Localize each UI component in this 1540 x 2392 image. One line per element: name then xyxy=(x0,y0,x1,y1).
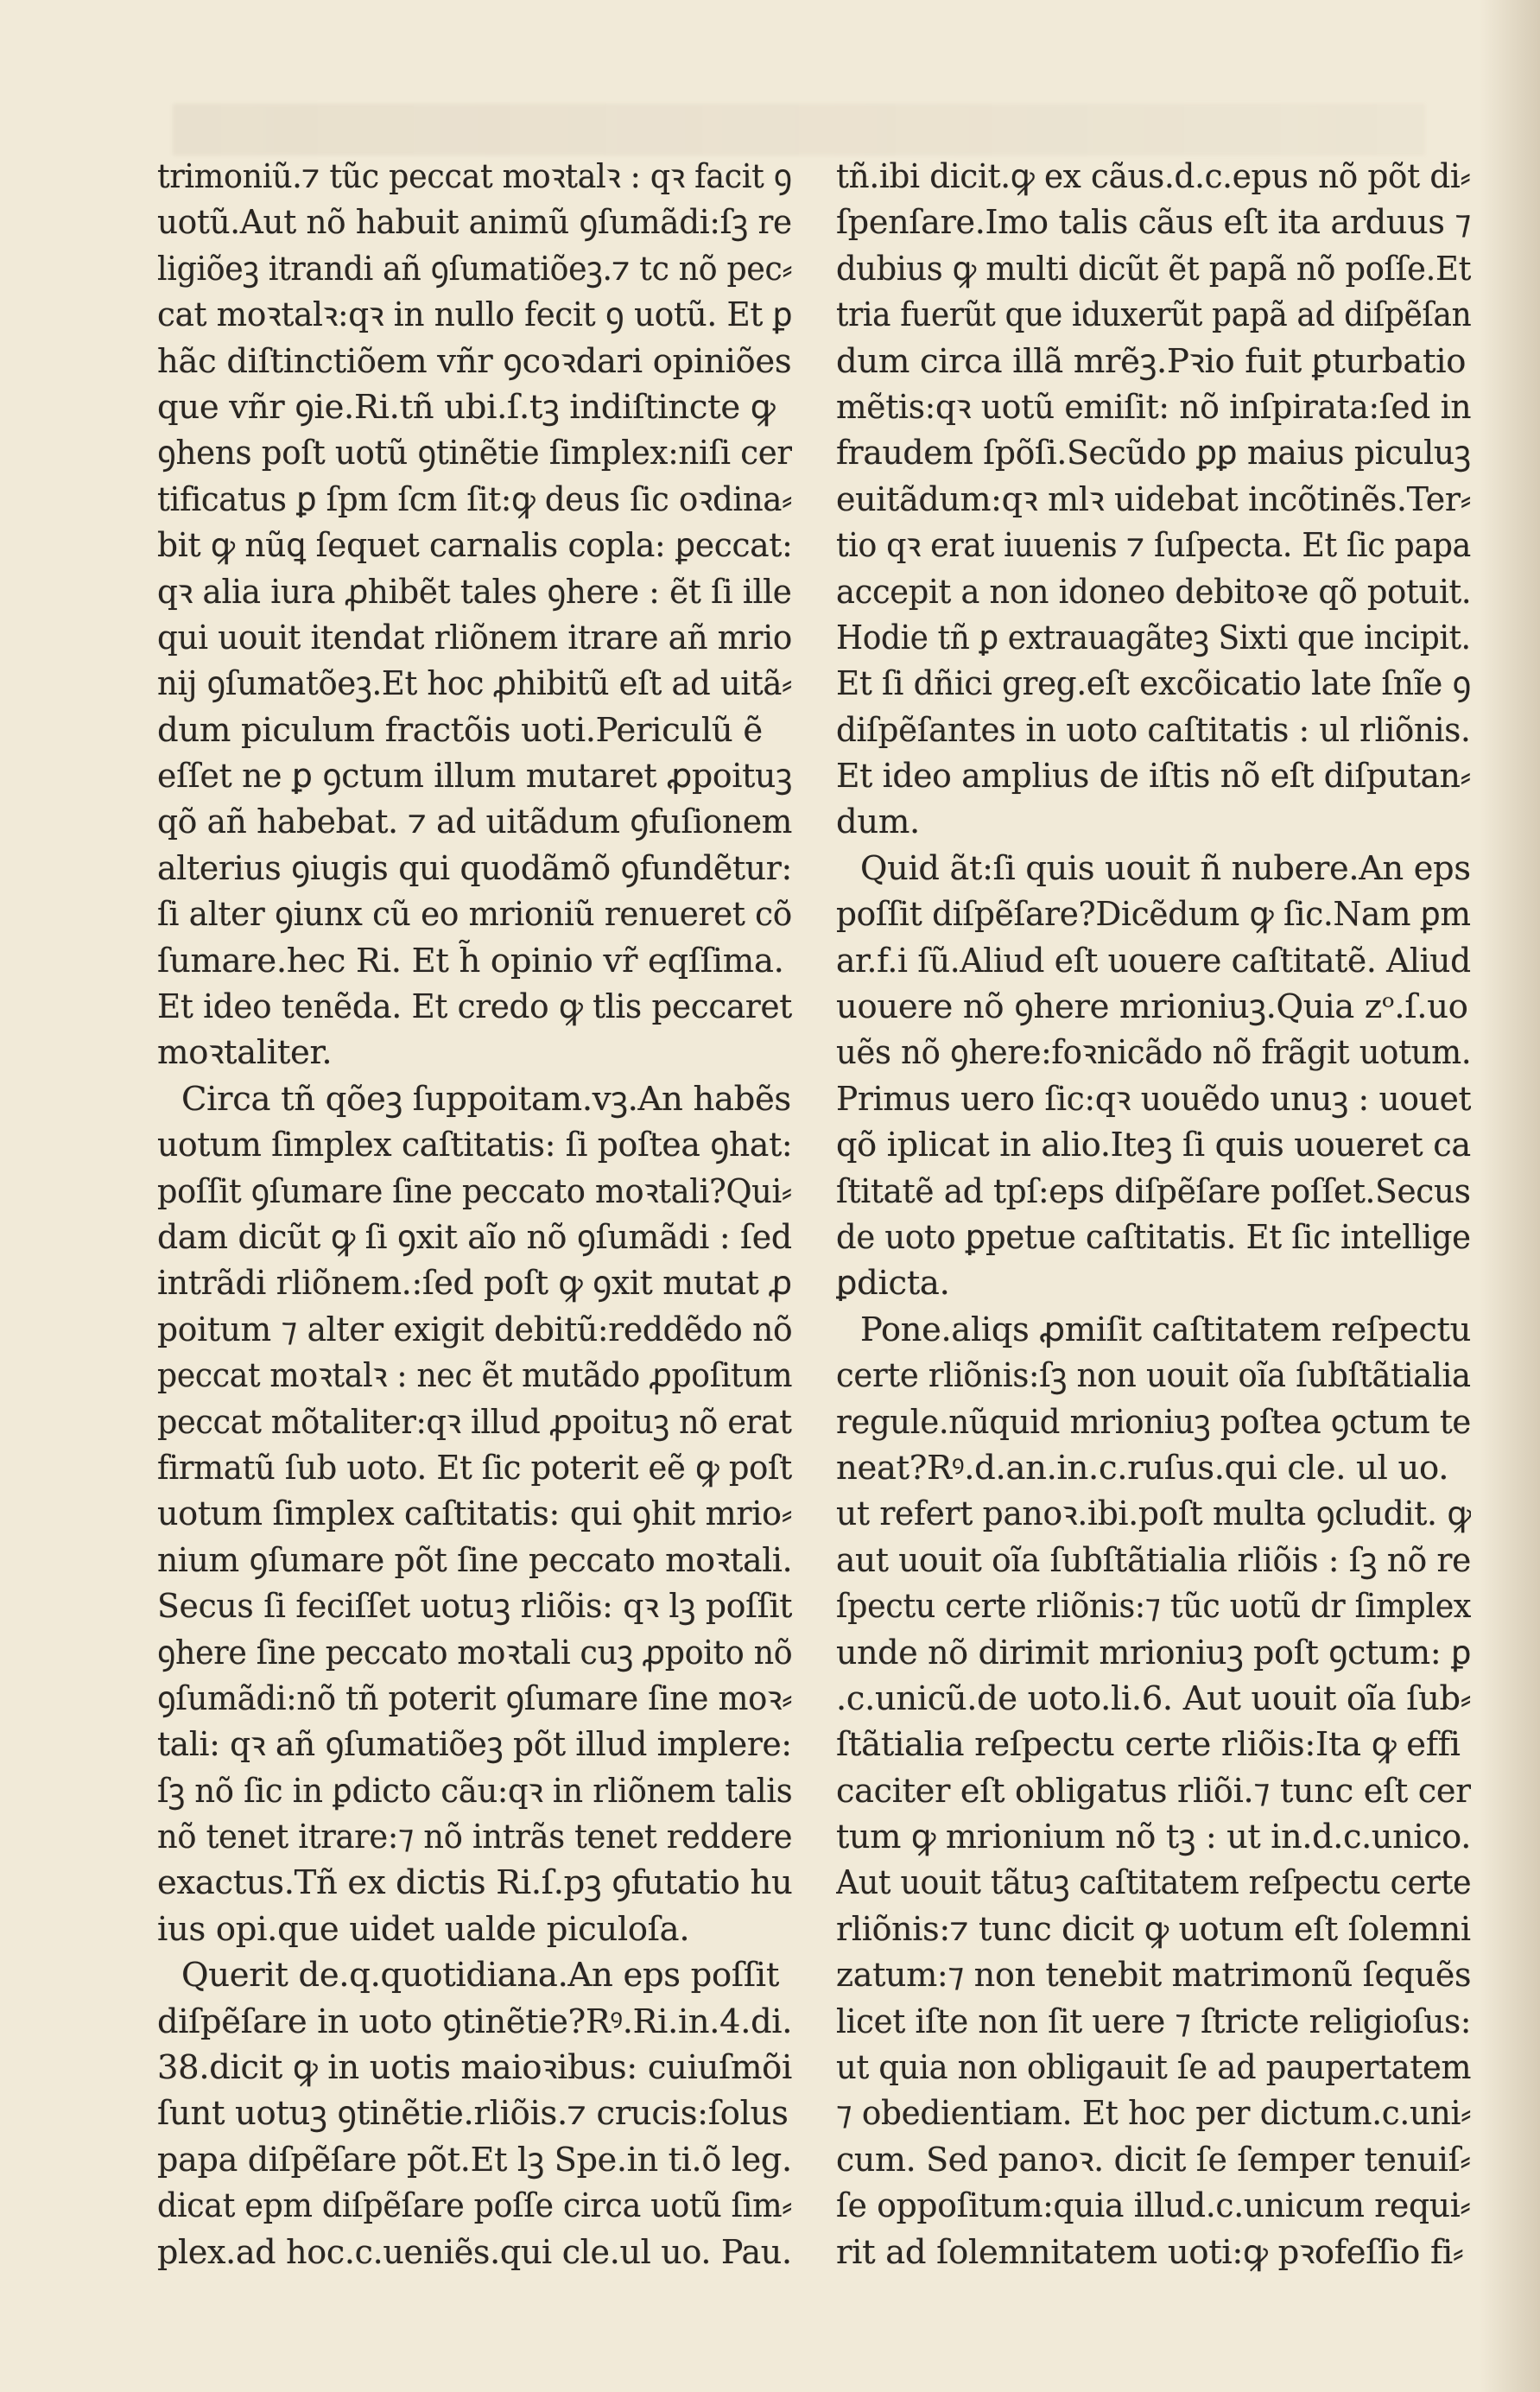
text-line: rliõnis:⁊ tunc dicit ꝙ uotum eſt ſolemni xyxy=(836,1909,1471,1949)
text-line: hãc diſtinctiõem vñr ꝯcoꝛdari opiniões xyxy=(157,341,792,381)
text-line: ſtitatẽ ad tpſ:eps diſpẽſare poſſet.Secus xyxy=(836,1171,1471,1211)
text-line: tali: qꝛ añ ꝯſumatiõeꝫ põt illud implere: xyxy=(157,1725,792,1765)
text-line: mẽtis:qꝛ uotũ emiſit: nõ inſpirata:ſed in xyxy=(836,387,1471,427)
text-line: ſpenſare.Imo talis cãus eſt ita arduus ⁊ xyxy=(836,203,1471,243)
text-line: rit ad ſolemnitatem uoti:ꝙ pꝛofeſſio fi⸗ xyxy=(836,2232,1464,2272)
text-line: tria fuerũt que iduxerũt papã ad diſpẽſan xyxy=(836,295,1471,335)
text-line: aut uouit oĩa ſubſtãtialia rliõis : ſꝫ nõ re xyxy=(836,1540,1471,1580)
text-line: Et ideo amplius de iſtis nõ eſt diſputan⸗ xyxy=(836,757,1471,796)
text-line: Hodie tñ ꝑ extrauagãteꝫ Sixti que incipit. xyxy=(836,618,1471,657)
text-line: ꝯhere ſine peccato moꝛtali cuꝫ ꝓpoito nõ xyxy=(157,1633,792,1672)
text-line: ar.f.i ſũ.Aliud eſt uouere caſtitatẽ. Aliud xyxy=(836,941,1471,980)
text-line: euitãdum:qꝛ mlꝛ uidebat incõtinẽs.Ter⸗ xyxy=(836,479,1471,519)
text-line: nõ tenet itrare:⁊ nõ intrãs tenet reddere xyxy=(157,1818,792,1857)
text-line: peccat moꝛtalꝛ : nec ẽt mutãdo ꝓpoſitum xyxy=(157,1356,792,1396)
text-line: eſſet ne ꝑ ꝯctum illum mutaret ꝓpoituꝫ xyxy=(157,757,792,796)
text-line: ſtãtialia reſpectu certe rliõis:Ita ꝙ effi xyxy=(836,1725,1461,1765)
text-line: qõ iplicat in alio.Iteꝫ ſi quis uoueret ca xyxy=(836,1126,1471,1165)
text-line: poſſit diſpẽſare?Dicẽdum ꝙ ſic.Nam ꝑm xyxy=(836,895,1471,935)
text-line: moꝛtaliter. xyxy=(157,1033,333,1073)
text-line: Secus ſi feciſſet uotuꝫ rliõis: qꝛ lꝫ poſſit xyxy=(157,1587,792,1627)
left-text-column xyxy=(157,154,792,2275)
text-line: uẽs nõ ꝯhere:foꝛnicãdo nõ frãgit uotum. xyxy=(836,1033,1471,1073)
text-line: dubius ꝙ multi dicũt ẽt papã nõ poſſe.Et xyxy=(836,249,1471,289)
text-line: tio qꝛ erat iuuenis ⁊ ſuſpecta. Et ſic papa xyxy=(836,526,1471,566)
text-line: regule.nũquid mrioniuꝫ poſtea ꝯctum te xyxy=(836,1402,1471,1442)
text-line: dum circa illã mrẽꝫ.Pꝛio fuit ꝑturbatio xyxy=(836,341,1467,381)
text-line: Aut uouit tãtuꝫ caſtitatem reſpectu certe xyxy=(836,1863,1471,1903)
text-line: de uoto ꝑpetue caſtitatis. Et ſic intellige xyxy=(836,1217,1471,1257)
text-line: ut refert panoꝛ.ibi.poſt multa ꝯcludit. ꝙ xyxy=(836,1494,1471,1534)
text-line: dam dicũt ꝙ ſi ꝯxit aĩo nõ ꝯſumãdi : ſed xyxy=(157,1217,792,1257)
text-line: dicat epm diſpẽſare poſſe circa uotũ ſim⸗ xyxy=(157,2186,792,2226)
text-line: nium ꝯſumare põt ſine peccato moꝛtali. xyxy=(157,1540,792,1580)
text-line: caciter eſt obligatus rliõi.⁊ tunc eſt cer xyxy=(836,1771,1471,1811)
text-line: bit ꝙ nũꝗ ſequet carnalis copla: ꝑeccat: xyxy=(157,526,792,566)
text-line: alterius ꝯiugis qui quodãmõ ꝯfundẽtur: xyxy=(157,848,792,888)
text-line: Et ideo tenẽda. Et credo ꝙ tlis peccaret xyxy=(157,987,792,1027)
text-line: ſꝫ nõ ſic in ꝑdicto cãu:qꝛ in rliõnem talis xyxy=(157,1771,792,1811)
text-line: accepit a non idoneo debitoꝛe qõ potuit. xyxy=(836,572,1471,612)
text-line: poſſit ꝯſumare ſine peccato moꝛtali?Qui⸗ xyxy=(157,1171,792,1211)
text-line: cat moꝛtalꝛ:qꝛ in nullo fecit ꝯ uotũ. Et ꝑ xyxy=(157,295,792,335)
text-line: peccat mõtaliter:qꝛ illud ꝓpoituꝫ nõ erat xyxy=(157,1402,792,1442)
text-line: dum piculum fractõis uoti.Periculũ ẽ xyxy=(157,710,763,750)
text-line: ius opi.que uidet ualde piculoſa. xyxy=(157,1909,690,1949)
text-line: ſi alter ꝯiunx cũ eo mrioniũ renueret cõ xyxy=(157,895,792,935)
text-line: papa diſpẽſare põt.Et lꝫ Spe.in ti.õ leg. xyxy=(157,2140,792,2179)
text-line: qõ añ habebat. ⁊ ad uitãdum ꝯfuſionem xyxy=(157,803,792,842)
text-line: qui uouit itendat rliõnem itrare añ mrio xyxy=(157,618,792,657)
text-line: trimoniũ.⁊ tũc peccat moꝛtalꝛ : qꝛ facit ꝯ xyxy=(157,157,792,196)
text-line: uotum ſimplex caſtitatis: ſi poſtea ꝯhat: xyxy=(157,1126,792,1165)
text-line: intrãdi rliõnem.:ſed poſt ꝙ ꝯxit mutat ꝓ xyxy=(157,1264,792,1304)
text-line: .c.unicũ.de uoto.li.6. Aut uouit oĩa ſub⸗ xyxy=(836,1678,1471,1718)
text-line: tñ.ibi dicit.ꝙ ex cãus.d.c.epus nõ põt di⸗ xyxy=(836,157,1471,196)
text-line: exactus.Tñ ex dictis Ri.ſ.pꝫ ꝯfutatio hu xyxy=(157,1863,792,1903)
text-line: Circa tñ qõeꝫ ſuppoitam.vꝫ.An habẽs xyxy=(181,1079,791,1119)
text-line: que vñr ꝯie.Ri.tñ ubi.ſ.tꝫ indiſtincte ꝙ xyxy=(157,387,776,427)
text-line: tificatus ꝑ ſpm ſcm ſit:ꝙ deus ſic oꝛdina⸗ xyxy=(157,479,792,519)
text-line: ſunt uotuꝫ ꝯtinẽtie.rliõis.⁊ crucis:ſolus xyxy=(157,2094,789,2134)
show-through-shadow xyxy=(173,104,1425,155)
text-line: tum ꝙ mrionium nõ tꝫ : ut in.d.c.unico. xyxy=(836,1818,1471,1857)
text-line: diſpẽſantes in uoto caſtitatis : ul rliõnis. xyxy=(836,710,1471,750)
text-line: ꝯſumãdi:nõ tñ poterit ꝯſumare ſine moꝛ⸗ xyxy=(157,1678,792,1718)
text-line: firmatũ ſub uoto. Et ſic poterit eẽ ꝙ poſt xyxy=(157,1448,792,1488)
text-line: Primus uero ſic:qꝛ uouẽdo unuꝫ : uouet xyxy=(836,1079,1471,1119)
text-line: cum. Sed panoꝛ. dicit ſe ſemper tenuiſ⸗ xyxy=(836,2140,1471,2179)
text-line: unde nõ dirimit mrioniuꝫ poſt ꝯctum: ꝑ xyxy=(836,1633,1471,1672)
text-line: ꝑdicta. xyxy=(836,1264,950,1304)
text-line: uotum ſimplex caſtitatis: qui ꝯhit mrio⸗ xyxy=(157,1494,792,1534)
text-line: zatum:⁊ non tenebit matrimonũ ſequẽs xyxy=(836,1956,1471,1995)
text-line: dum. xyxy=(836,803,920,842)
text-line: plex.ad hoc.c.ueniẽs.qui cle.ul uo. Pau. xyxy=(157,2232,792,2272)
text-line: ſumare.hec Ri. Et h̃ opinio vr̃ eqſſima. xyxy=(157,941,784,980)
text-line: Querit de.q.quotidiana.An eps poſſit xyxy=(181,1956,779,1995)
text-line: nij ꝯſumatõeꝫ.Et hoc ꝓhibitũ eſt ad uitã⸗ xyxy=(157,664,792,704)
text-line: neat?Rꝰ.d.an.in.c.ruſus.qui cle. ul uo. xyxy=(836,1448,1449,1488)
text-line: ꝯhens poſt uotũ ꝯtinẽtie ſimplex:niſi cer xyxy=(157,434,792,473)
text-line: diſpẽſare in uoto ꝯtinẽtie?Rꝰ.Ri.in.4.di. xyxy=(157,2002,792,2041)
text-line: certe rliõnis:ſꝫ non uouit oĩa ſubſtãtialia xyxy=(836,1356,1471,1396)
text-line: qꝛ alia iura ꝓhibẽt tales ꝯhere : ẽt ſi ille xyxy=(157,572,792,612)
text-line: ſpectu certe rliõnis:⁊ tũc uotũ dr ſimplex xyxy=(836,1587,1471,1627)
text-line: Et ſi dñici greg.eſt excõicatio late ſnĩe ꝯ xyxy=(836,664,1471,704)
right-text-column xyxy=(836,154,1471,2275)
text-line: Quid ãt:ſi quis uouit ñ nubere.An eps xyxy=(860,848,1471,888)
text-line: uotũ.Aut nõ habuit animũ ꝯſumãdi:ſꝫ re xyxy=(157,203,792,243)
text-line: licet iſte non ſit uere ⁊ ſtricte religioſus: xyxy=(836,2002,1471,2041)
text-line: ut quia non obligauit ſe ad paupertatem xyxy=(836,2048,1471,2088)
text-line: uouere nõ ꝯhere mrioniuꝫ.Quia zᵒ.ſ.uo xyxy=(836,987,1468,1027)
text-line: ⁊ obedientiam. Et hoc per dictum.c.uni⸗ xyxy=(836,2094,1471,2134)
text-line: fraudem ſpõſi.Secũdo ꝑꝑ maius piculuꝫ xyxy=(836,434,1471,473)
text-line: ligiõeꝫ itrandi añ ꝯſumatiõeꝫ.⁊ tc nõ pec⸗ xyxy=(157,249,792,289)
text-line: poitum ⁊ alter exigit debitũ:reddẽdo nõ xyxy=(157,1310,792,1349)
text-line: ſe oppoſitum:quia illud.c.unicum requi⸗ xyxy=(836,2186,1471,2226)
text-line: Pone.aliqs ꝓmiſit caſtitatem reſpectu xyxy=(860,1310,1471,1349)
text-line: 38.dicit ꝙ in uotis maioꝛibus: cuiuſmõi xyxy=(157,2048,792,2088)
